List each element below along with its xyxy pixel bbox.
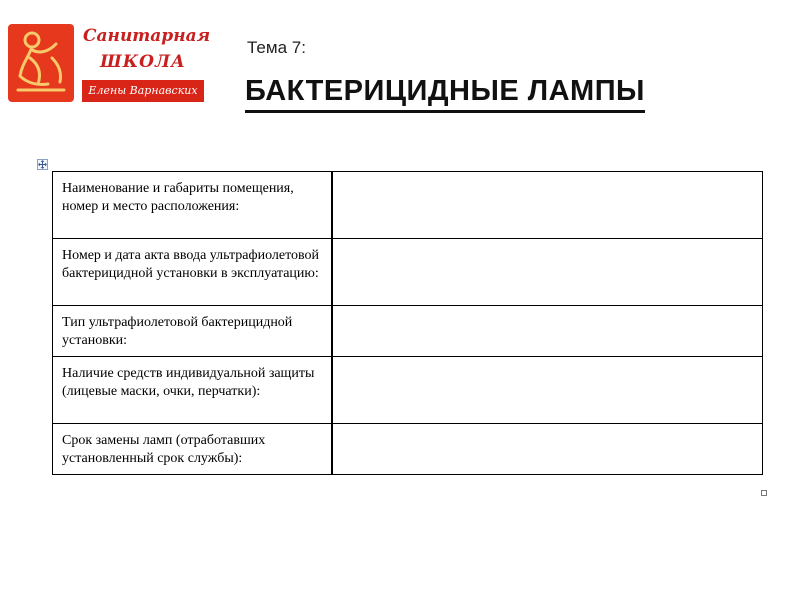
row-label: Номер и дата акта ввода ультрафиолетовой бактерицидной установки в эксплуатацию: — [53, 239, 333, 306]
table-move-handle-icon[interactable] — [37, 159, 48, 170]
logo-text-line1: Санитарная — [83, 26, 211, 46]
row-value-cell[interactable] — [332, 172, 763, 239]
row-value-cell[interactable] — [332, 424, 763, 475]
row-label: Срок замены ламп (отработавших установленный срок службы): — [53, 424, 333, 475]
row-value-cell[interactable] — [332, 239, 763, 306]
table-row — [53, 172, 763, 239]
table-row — [53, 424, 763, 475]
topic-label: Тема 7: — [247, 38, 306, 57]
row-label: Тип ультрафиолетовой бактерицидной установки: — [53, 306, 333, 357]
table-row — [53, 239, 763, 306]
logo-text-line2: ШКОЛА — [100, 52, 186, 72]
table-row — [53, 357, 763, 424]
logo-ribbon: Елены Варнавских — [82, 80, 204, 102]
row-label: Наличие средств индивидуальной защиты (лицевые маски, очки, перчатки): — [53, 357, 333, 424]
logo-emblem — [8, 24, 74, 102]
row-value-cell[interactable] — [332, 357, 763, 424]
table-resize-handle[interactable] — [761, 490, 767, 496]
page-title: БАКТЕРИЦИДНЫЕ ЛАМПЫ — [245, 74, 645, 113]
row-value-cell[interactable] — [332, 306, 763, 357]
journal-form-table — [52, 171, 763, 475]
row-label: Наименование и габариты помещения, номер и место расположения: — [53, 172, 333, 239]
school-logo — [8, 24, 211, 104]
table-row — [53, 306, 763, 357]
figure-emblem-icon — [8, 24, 74, 102]
